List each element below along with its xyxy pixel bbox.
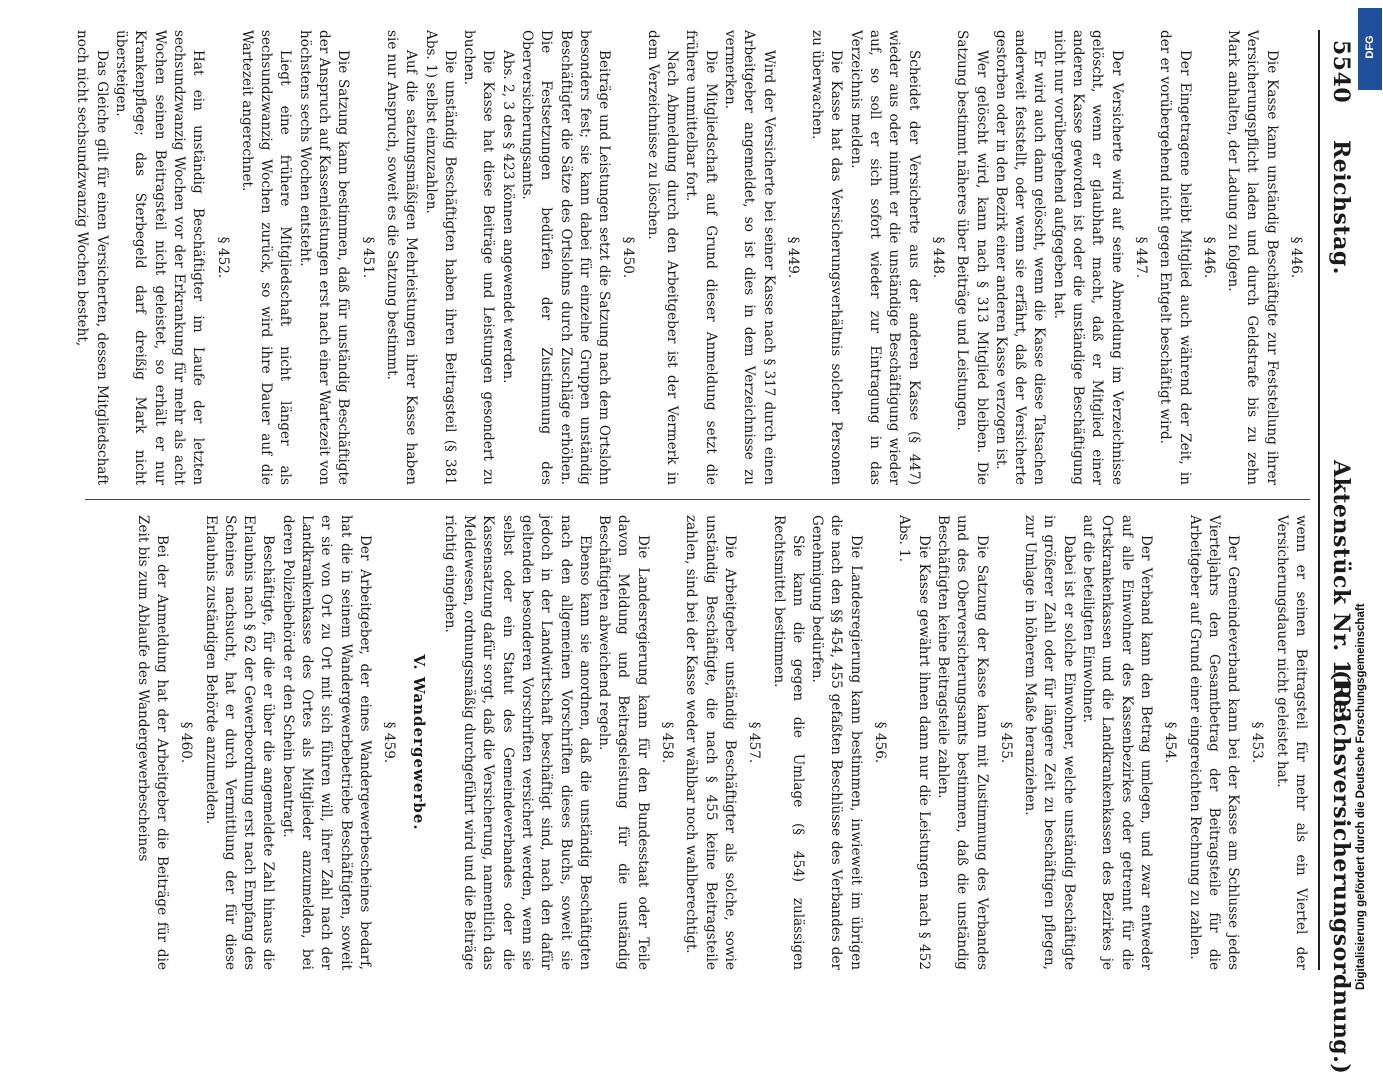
section-heading: § 457. [746,721,763,764]
paragraph: Die Satzung der Kasse kann mit Zustimmung des Verbandes und des Oberversicherungsamts bestimmen, daß die unständig Beschäftigten keine Beitragsteile zahlen. [934,515,990,970]
paragraph: Er wird auch dann gelöscht, wenn die Kasse diese Tatsachen anderweit feststellt, oder wenn sie erfährt, daß der Versicherte gestorben oder in den Bezirk einer anderen Kasse verzogen ist. [992,30,1048,485]
paragraph: Sie kann die gegen die Umlage (§ 454) zulässigen Rechtsmittel bestimmen. [770,515,806,970]
section-heading: § 452. [214,236,231,279]
section-heading: § 460. [178,721,195,764]
right-column [82,515,1310,970]
paragraph: Die unständig Beschäftigten haben ihren Beitragsteil (§ 381 Abs. 1) selbst einzuzahlen. [422,30,458,485]
paragraph: Die Landesregierung kann bestimmen, inwieweit im übrigen die nach den §§ 454, 455 gefaßten Beschlüsse des Verbandes der Genehmigung bedürfen. [809,515,864,970]
paragraph: Die Arbeitgeber unständig Beschäftigter als solche, sowie unständig Beschäftigte, die nach § 455 keine Beitragsteile zahlen, sind bei der Kasse weder wählbar noch wahlberechtigt. [683,515,738,970]
page-number: 5540 [1328,40,1354,104]
paragraph: Der Arbeitgeber, der eines Wandergewerbescheines bedarf, hat die in seinem Wandergewerbebetriebe Beschäftigten, soweit er sie von Ort zu Ort mit sich führen will, ihrer Zahl nach der Landkrankenkasse des Ortes als Mitglieder anzumelden, bei deren Polizeibehörde er den Schein beantragt. [279,515,373,970]
column-divider [85,499,1310,500]
paragraph: Der Gemeindeverband kann bei der Kasse am Schlusse jedes Vierteljahrs den Gesamtbetrag der Beitragsteile für die Arbeitgeber auf Grund einer eingereichten Rechnung zu zahlen. [1186,515,1242,970]
paragraph: Beschäftigte, für die er über die angemeldete Zahl hinaus die Erlaubnis nach § 62 der Gewerbeordnung erst nach Empfang des Scheines nachsucht, hat er durch Vermittlung der für diese Erlaubnis zuständigen Behörde anzumelden. [202,515,277,970]
section-heading: § 451. [359,236,376,279]
paragraph: Nach Abmeldung durch den Arbeitgeber ist der Vermerk in dem Verzeichnisse zu löschen. [644,30,681,485]
paragraph: Der Verband kann den Betrag umlegen, und zwar entweder auf alle Einwohner des Kassenbezirkes oder getrennt für die Ortskrankenkassen und die Landkrankenkassen des Bezirkes je auf die beteiligten Einwohner. [1080,515,1154,970]
section-heading: § 459. [381,721,398,764]
section-heading: § 448. [929,236,946,279]
paragraph: Das Gleiche gilt für einen Versicherten, dessen Mitgliedschaft noch nicht sechsundzwanzig Wochen besteht, [74,30,110,485]
paragraph: Abs. 2, 3 des § 423 können angewendet werden. [499,50,516,384]
section-heading: § 453. [1249,721,1266,764]
paragraph: Die Satzung kann bestimmen, daß für unständig Beschäftigte der Anspruch auf Kassenleistungen erst nach einer Wartezeit von höchstens sechs Wochen entsteht. [296,30,352,485]
paragraph: Die Kasse hat diese Beiträge und Leistungen gesondert zu buchen. [461,30,497,485]
header-center: Aktenstück Nr. 1103. [1328,460,1354,732]
paragraph: Dabei ist er solche Einwohner, welche unständig Beschäftigte in größerer Zahl oder für längere Zeit zu beschäftigen pflegen, zur Umlage in höherem Maße heranziehen. [1022,515,1077,970]
dfg-logo [1358,8,1382,90]
paragraph: Die Landesregierung kann für den Bundesstaat oder Teile davon Meldung und Beitragsleistung für die unständig Beschäftigten abweichend regeln. [596,515,651,970]
paragraph: Auf die satzungsmäßigen Mehrleistungen ihrer Kasse haben sie nur Anspruch, soweit es die Satzung bestimmt. [383,30,420,485]
paragraph: Scheidet der Versicherte aus der anderen Kasse (§ 447) wieder aus oder nimmt er die unständige Beschäftigung wieder auf, so soll er sich sofort wieder zur Eintragung in das Verzeichnis melden. [847,30,922,485]
paragraph: Die Kasse kann unständig Beschäftigte zur Feststellung ihrer Versicherungspflicht laden und durch Geldstrafe bis zu zehn Mark anhalten, der Ladung zu folgen. [1225,30,1280,485]
paragraph: Die Kasse hat das Versicherungsverhältnis solcher Personen zu überwachen. [809,30,845,485]
paragraph: Beiträge und Leistungen setzt die Satzung nach dem Ortslohn besonders fest; sie kann dabei für einzelne Gruppen unständig Beschäftigter die Sätze des Ortslohns durch Zuschläge erhöhen. Die Festsetzungen bedürfen der Zustimmung des Oberversicherungsamts. [519,30,613,485]
chapter-title: V. Wandergewerbe. [409,654,428,831]
paragraph: Bei der Anmeldung hat der Arbeitgeber die Beiträge für die Zeit bis zum Ablaufe des Wandergewerbescheines [134,515,170,970]
section-heading: § 446. [1288,236,1304,279]
paragraph: wenn er seinen Beitragsteil für mehr als ein Viertel der Versicherungsdauer nicht geleistet hat. [1273,515,1309,970]
paragraph: Die Kasse gewährt ihnen dann nur die Leistungen nach § 452 Abs. 1. [896,515,932,970]
paragraph: Die Mitgliedschaft auf Grund dieser Anmeldung setzt die frühere unmittelbar fort. [683,30,719,485]
section-heading: § 456. [872,721,889,764]
left-column [74,30,1310,485]
paragraph: Der Versicherte wird auf seine Abmeldung im Verzeichnisse gelöscht, wenn er glaubhaft macht, daß er Mitglied einer anderen Kasse geworden ist oder die unständige Beschäftigung nicht nur vorübergehend aufgegeben hat. [1050,30,1125,485]
paragraph: Der Eingetragene bleibt Mitglied auch während der Zeit, in der er vorübergehend nicht gegen Entgelt beschäftigt wird. [1157,30,1193,485]
digitization-credit [1355,90,1377,990]
section-heading: § 455. [997,721,1014,764]
section-heading: § 454. [1162,721,1179,764]
section-heading: § 449. [784,236,801,279]
paragraph: Hat ein unständig Beschäftigter im Laufe der letzten sechsundzwanzig Wochen vor der Erkrankung für mehr als acht Wochen seinen Beitragsteil nicht geleistet, so erhält er nur Krankenpflege; das Sterbegeld darf dreißig Mark nicht übersteigen. [113,30,207,485]
dfg-logo-text: DFG [1364,35,1376,59]
credit-text: Digitalisierung gefördert durch die Deutsche Forschungsgemeinschaft [1355,603,1367,990]
section-heading: § 450. [620,236,637,279]
paragraph: Wer gelöscht wird, kann nach § 313 Mitglied bleiben. Die Satzung bestimmt näheres über Beiträge und Leistungen. [954,30,990,485]
paragraph: Wird der Versicherte bei seiner Kasse nach § 317 durch einen Arbeitgeber angemeldet, so ist dies in dem Verzeichnisse zu vermerken. [721,30,777,485]
section-heading: § 447. [1132,236,1149,279]
section-heading: § 458. [659,721,676,764]
header-right: (Reichsversicherungsordnung.) [1328,670,1354,1074]
paragraph: Liegt eine frühere Mitgliedschaft nicht länger als sechsundzwanzig Wochen zurück, so wird ihre Dauer auf die Wartezeit angerechnet. [238,30,294,485]
paragraph: Ebenso kann sie anordnen, daß die unständig Beschäftigten nach den allgemeinen Vorschriften dieses Buchs, soweit sie jedoch in der Landwirtschaft beschäftigt sind, nach den dafür geltenden besonderen Vorschriften versichert werden, wenn sie selbst oder ein Statut des Gemeindeverbandes oder die Kassensatzung dafür sorgt, daß die Versicherung, namentlich das Meldewesen, ordnungsmäßig durchgeführt wird und die Beiträge richtig eingehen. [441,515,593,970]
page-header [1318,30,1360,1074]
header-left: Reichstag. [1328,140,1354,275]
document-page [74,30,1360,1074]
section-heading: § 446. [1200,236,1217,279]
